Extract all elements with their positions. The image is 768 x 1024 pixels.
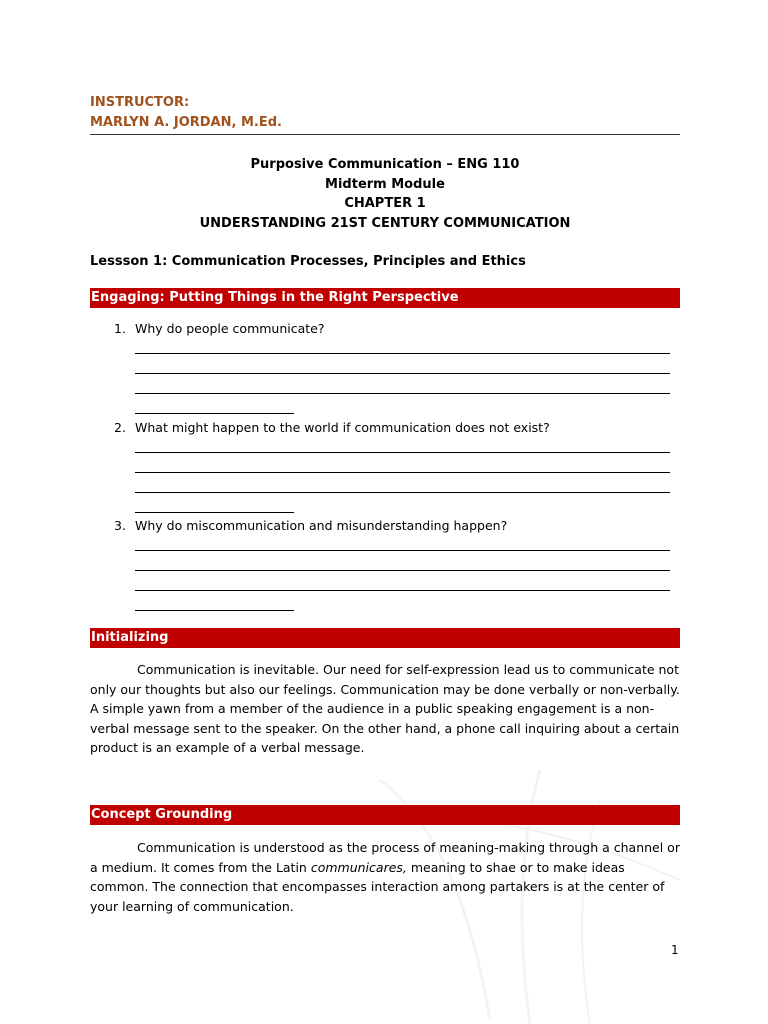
chapter-number: CHAPTER 1 <box>344 196 426 211</box>
answer-line[interactable] <box>135 472 670 473</box>
chapter-title: UNDERSTANDING 21ST CENTURY COMMUNICATION <box>199 215 571 231</box>
initializing-text: Communication is inevitable. Our need for self-expression lead us to communicate not only our thoughts but also our feelings. Communication may be done verbally or non-verbally. A simple yawn from a member of the audience in a public speaking engagement is a non-verbal message sent to the speaker. On the other hand, a phone call inquiring about a certain product is an example of a verbal message. <box>90 662 680 756</box>
question-text: What might happen to the world if communication does not exist? <box>135 420 550 435</box>
answer-line[interactable] <box>135 452 670 453</box>
module-title: Midterm Module <box>325 176 445 192</box>
answer-line[interactable] <box>135 393 670 394</box>
answer-line[interactable] <box>135 373 670 374</box>
section-bar-engaging: Engaging: Putting Things in the Right Perspective <box>90 288 680 308</box>
concept-paragraph <box>90 838 680 916</box>
answer-line[interactable] <box>135 610 294 611</box>
question-text: Why do people communicate? <box>135 321 325 336</box>
course-title: Purposive Communication – ENG 110 <box>250 157 520 172</box>
answer-line[interactable] <box>135 353 670 354</box>
concept-text-start: Communication is understood as the process of meaning-making through a channel or a medium. It comes from the Latin <box>90 840 680 875</box>
question-number: 2. <box>114 420 126 435</box>
question-number: 3. <box>114 518 126 533</box>
concept-text-end: meaning to shae or to make ideas common. The connection that encompasses interaction among partakers is at the center of your learning of communication. <box>90 859 665 914</box>
answer-line[interactable] <box>135 492 670 493</box>
question-number: 1. <box>114 321 126 336</box>
page-number: 1 <box>671 943 679 957</box>
answer-line[interactable] <box>135 550 670 551</box>
answer-line[interactable] <box>135 570 670 571</box>
section-bar-initializing: Initializing <box>90 628 680 648</box>
answer-line[interactable] <box>135 512 294 513</box>
concept-text <box>90 838 680 916</box>
answer-line[interactable] <box>135 590 670 591</box>
lesson-title: Lessson 1: Communication Processes, Principles and Ethics <box>90 254 526 269</box>
instructor-label: INSTRUCTOR: <box>90 95 190 110</box>
latin-term: communicares, <box>310 859 407 875</box>
answer-line[interactable] <box>135 413 294 414</box>
section-bar-concept-grounding: Concept Grounding <box>90 805 680 825</box>
instructor-block <box>90 93 282 133</box>
question-text: Why do miscommunication and misunderstanding happen? <box>135 518 508 533</box>
title-block <box>90 155 680 233</box>
initializing-paragraph <box>90 660 680 758</box>
instructor-name: MARLYN A. JORDAN, M.Ed. <box>90 115 282 130</box>
header-divider <box>90 134 680 135</box>
